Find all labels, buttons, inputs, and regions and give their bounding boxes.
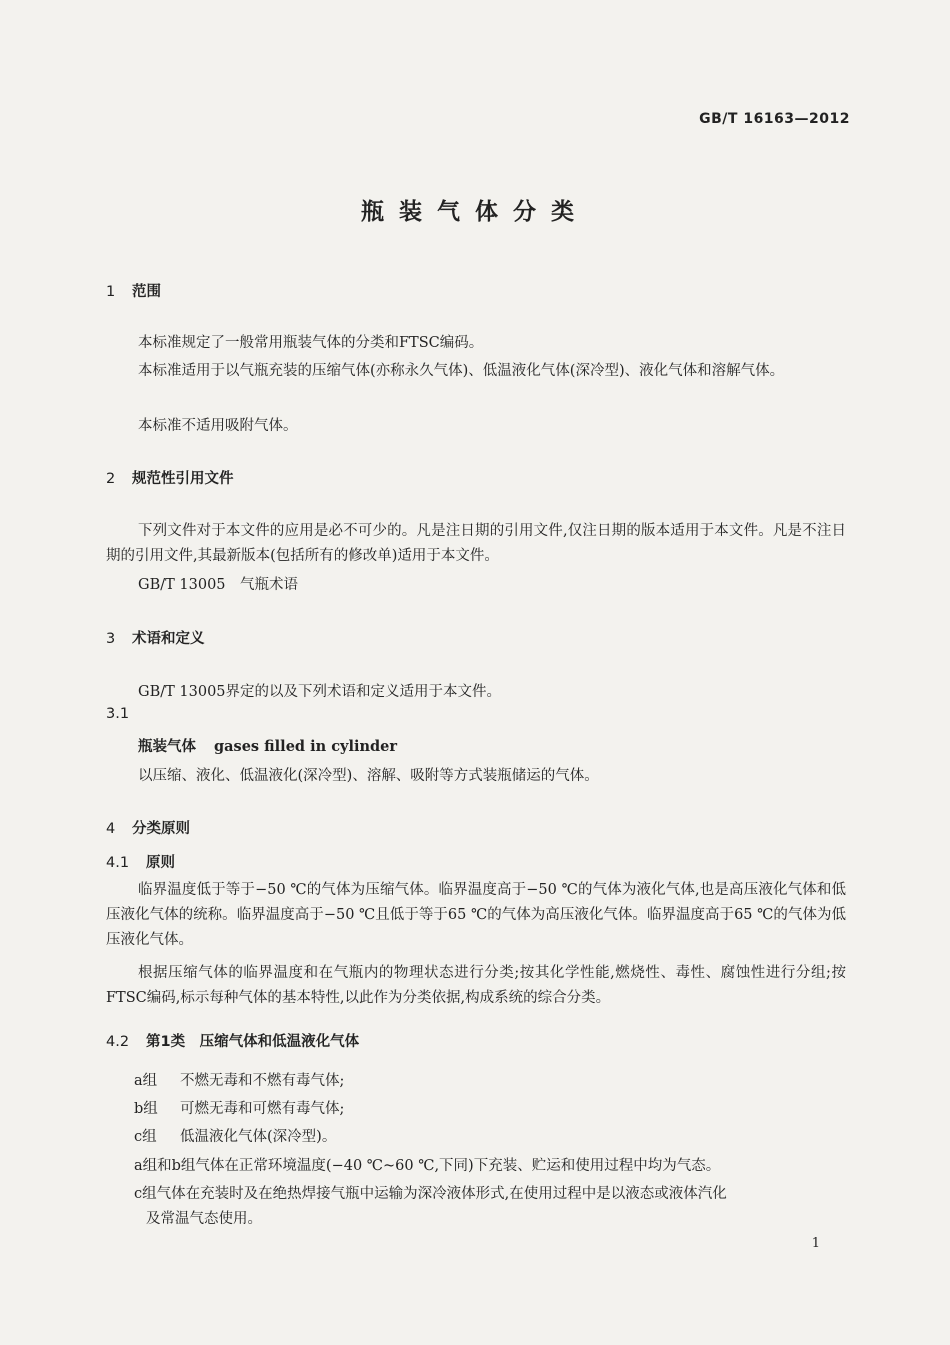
subsection-4-1-heading xyxy=(106,851,175,872)
section-number: 3 xyxy=(106,631,116,647)
group-note-2-line-2: 及常温气态使用。 xyxy=(146,1211,262,1227)
scope-paragraph-3: 本标准不适用吸附气体。 xyxy=(138,418,298,434)
group-item xyxy=(134,1069,344,1090)
page-number: 1 xyxy=(811,1236,820,1251)
scope-paragraph-2: 本标准适用于以气瓶充装的压缩气体(亦称永久气体)、低温液化气体(深冷型)、液化气体和溶解气体。 xyxy=(138,363,785,379)
principle-paragraph-1: 临界温度低于等于−50 ℃的气体为压缩气体。临界温度高于−50 ℃的气体为液化气体,也是高压液化气体和低压液化气体的统称。临界温度高于−50 ℃且低于等于65 ℃的气体为高压液化气体。临界温度高于65 ℃的气体为低压液化气体。 xyxy=(106,882,846,948)
terms-intro: GB/T 13005界定的以及下列术语和定义适用于本文件。 xyxy=(138,684,502,700)
normative-references-paragraph: 下列文件对于本文件的应用是必不可少的。凡是注日期的引用文件,仅注日期的版本适用于本文件。凡是不注日期的引用文件,其最新版本(包括所有的修改单)适用于本文件。 xyxy=(106,523,846,564)
document-title: 瓶装气体分类 xyxy=(361,199,589,225)
group-note-2-line-1: c组气体在充装时及在绝热焊接气瓶中运输为深冷液体形式,在使用过程中是以液态或液体汽化 xyxy=(134,1186,727,1202)
group-item xyxy=(134,1097,344,1118)
term-definition: 以压缩、液化、低温液化(深冷型)、溶解、吸附等方式装瓶储运的气体。 xyxy=(138,768,599,784)
term-entry xyxy=(138,735,397,756)
section-2-heading xyxy=(106,467,234,488)
scope-paragraph-1: 本标准规定了一般常用瓶装气体的分类和FTSC编码。 xyxy=(138,335,484,351)
group-text: 低温液化气体(深冷型)。 xyxy=(180,1129,337,1145)
term-number: 3.1 xyxy=(106,706,130,722)
group-label: b组 xyxy=(134,1101,158,1117)
reference-entry: GB/T 13005 气瓶术语 xyxy=(138,577,299,593)
group-label: a组 xyxy=(134,1073,158,1089)
term-english: gases filled in cylinder xyxy=(214,738,398,755)
subsection-title: 第1类 压缩气体和低温液化气体 xyxy=(146,1034,360,1050)
subsection-title: 原则 xyxy=(146,855,175,871)
group-note-1: a组和b组气体在正常环境温度(−40 ℃~60 ℃,下同)下充装、贮运和使用过程中均为气态。 xyxy=(134,1158,721,1174)
section-1-heading xyxy=(106,280,161,301)
section-title: 术语和定义 xyxy=(132,631,205,647)
group-text: 可燃无毒和可燃有毒气体; xyxy=(180,1101,345,1117)
standard-code: GB/T 16163—2012 xyxy=(699,111,850,127)
subsection-number: 4.1 xyxy=(106,855,130,871)
section-title: 范围 xyxy=(132,284,161,300)
section-title: 规范性引用文件 xyxy=(132,471,234,487)
group-text: 不燃无毒和不燃有毒气体; xyxy=(180,1073,345,1089)
section-3-heading xyxy=(106,627,205,648)
section-number: 4 xyxy=(106,821,116,837)
term-chinese: 瓶装气体 xyxy=(138,739,196,755)
section-number: 2 xyxy=(106,471,116,487)
subsection-number: 4.2 xyxy=(106,1034,130,1050)
group-item xyxy=(134,1125,336,1146)
section-title: 分类原则 xyxy=(132,821,190,837)
section-4-heading xyxy=(106,817,190,838)
principle-paragraph-2: 根据压缩气体的临界温度和在气瓶内的物理状态进行分类;按其化学性能,燃烧性、毒性、腐蚀性进行分组;按FTSC编码,标示每种气体的基本特性,以此作为分类依据,构成系统的综合分类。 xyxy=(106,965,846,1006)
group-label: c组 xyxy=(134,1129,157,1145)
section-number: 1 xyxy=(106,284,116,300)
subsection-4-2-heading xyxy=(106,1030,359,1051)
